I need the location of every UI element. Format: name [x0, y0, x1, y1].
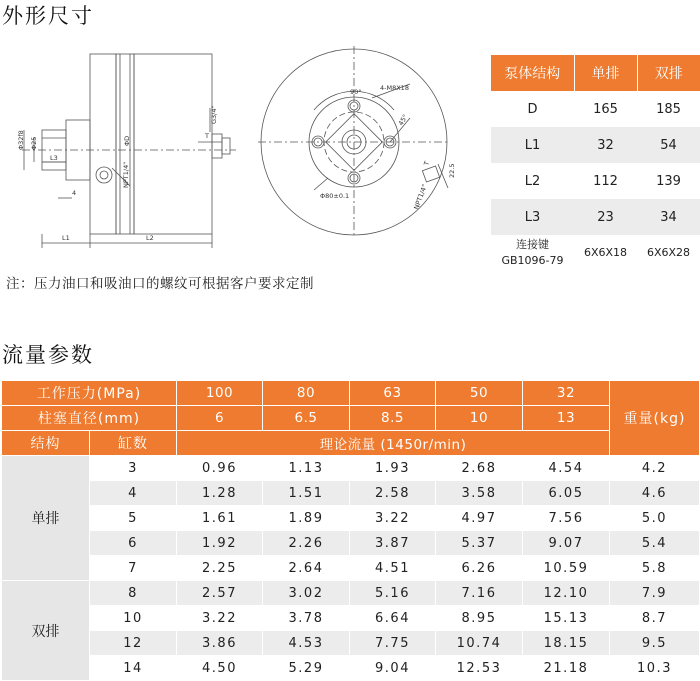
dims-key-label [491, 235, 574, 271]
label-npt: NPT1/4" [122, 161, 130, 188]
cylinder-count: 14 [90, 656, 177, 681]
cylinder-count: 6 [90, 531, 177, 556]
table-row [2, 656, 700, 681]
label-t: T [205, 132, 209, 140]
cylinder-count: 7 [90, 556, 177, 581]
flow-value: 1.13 [263, 456, 350, 481]
body-rear [134, 54, 212, 234]
label-90deg: 90° [350, 88, 362, 96]
table-row [2, 531, 700, 556]
flow-value: 7.56 [523, 506, 610, 531]
dims-key-label-line1: 连接键 [516, 238, 549, 251]
dims-header-structure: 泵体结构 [491, 55, 574, 91]
label-g: G3/4" [210, 105, 218, 124]
pressure-value: 50 [436, 381, 523, 406]
flow-value: 9.04 [350, 656, 436, 681]
dims-label: L2 [524, 173, 541, 189]
weight-value: 4.2 [610, 456, 700, 481]
cylinder-count: 3 [90, 456, 177, 481]
dims-header-single: 单排 [574, 55, 637, 91]
flow-value: 2.57 [177, 581, 263, 606]
flow-heading: 流量参数 [2, 343, 94, 367]
flow-value: 4.53 [263, 631, 350, 656]
dimensions-heading: 外形尺寸 [2, 4, 94, 28]
table-row [2, 606, 700, 631]
flow-value: 7.75 [350, 631, 436, 656]
weight-value: 9.5 [610, 631, 700, 656]
flow-value: 5.16 [350, 581, 436, 606]
flow-value: 6.26 [436, 556, 523, 581]
flow-value: 15.13 [523, 606, 610, 631]
label-npt2: NPT1/4" [412, 183, 429, 211]
flow-parameters-table [1, 380, 700, 681]
flow-subheader-row [2, 431, 700, 456]
flow-value: 3.02 [263, 581, 350, 606]
flow-value: 12.10 [523, 581, 610, 606]
dims-key-double: 6X6X28 [646, 246, 691, 259]
table-row [2, 456, 700, 481]
customization-note: 注：压力油口和吸油口的螺纹可根据客户要求定制 [6, 276, 314, 292]
dims-value: 139 [656, 173, 681, 189]
dims-header-double: 双排 [637, 55, 700, 91]
diameter-value: 6 [177, 406, 263, 431]
pump-outline-drawing [0, 38, 470, 263]
weight-value: 5.0 [610, 506, 700, 531]
dims-row [491, 199, 700, 235]
diameter-value: 6.5 [263, 406, 350, 431]
flow-value: 3.58 [436, 481, 523, 506]
dims-value: 23 [574, 199, 637, 235]
diameter-value: 8.5 [350, 406, 436, 431]
label-l3: L3 [50, 154, 58, 162]
cylinder-header: 缸数 [90, 431, 177, 456]
label-phi-key: Φ25 [30, 136, 38, 150]
pressure-value: 100 [177, 381, 263, 406]
table-row [2, 581, 700, 606]
weight-header: 重量(kg) [610, 381, 700, 456]
flow-header: 理论流量 (1450r/min) [177, 431, 610, 456]
dims-label: L3 [491, 199, 574, 235]
flow-value: 10.59 [523, 556, 610, 581]
diameter-row [2, 406, 700, 431]
flow-value: 12.53 [436, 656, 523, 681]
dims-value: 32 [574, 127, 637, 163]
flow-value: 3.22 [177, 606, 263, 631]
flow-value: 4.51 [350, 556, 436, 581]
dimensions-table [491, 55, 700, 271]
flow-value: 5.37 [436, 531, 523, 556]
body-front [90, 54, 116, 234]
dims-key-single: 6X6X18 [583, 246, 628, 259]
flow-value: 2.64 [263, 556, 350, 581]
diameter-label: 柱塞直径(mm) [2, 406, 177, 431]
group-label-single: 单排 [2, 456, 90, 581]
pressure-value: 63 [350, 381, 436, 406]
inlet-port [96, 167, 112, 183]
label-pcd: Φ80±0.1 [320, 192, 350, 200]
dims-key-label-line2: GB1096-79 [501, 254, 564, 267]
dims-row [491, 127, 700, 163]
flow-value: 3.87 [350, 531, 436, 556]
label-dim22: 22.5 [448, 163, 456, 178]
dims-value: 34 [637, 199, 700, 235]
flow-value: 2.68 [436, 456, 523, 481]
cylinder-count: 8 [90, 581, 177, 606]
flow-value: 1.93 [350, 456, 436, 481]
label-l1: L1 [62, 234, 70, 242]
flow-value: 0.96 [177, 456, 263, 481]
flow-value: 2.58 [350, 481, 436, 506]
weight-value: 10.3 [610, 656, 700, 681]
flow-value: 1.28 [177, 481, 263, 506]
dims-value: 112 [593, 173, 618, 189]
flow-value: 3.78 [263, 606, 350, 631]
label-l2: L2 [146, 234, 154, 242]
flow-value: 3.86 [177, 631, 263, 656]
dims-label: D [527, 101, 538, 117]
flow-value: 4.97 [436, 506, 523, 531]
table-row [2, 481, 700, 506]
flow-value: 4.50 [177, 656, 263, 681]
flow-value: 4.54 [523, 456, 610, 481]
flow-value: 18.15 [523, 631, 610, 656]
flow-value: 1.92 [177, 531, 263, 556]
dims-row [491, 91, 700, 127]
pressure-value: 80 [263, 381, 350, 406]
flow-value: 2.25 [177, 556, 263, 581]
dims-row [491, 163, 700, 199]
flow-value: 1.51 [263, 481, 350, 506]
weight-value: 7.9 [610, 581, 700, 606]
flow-value: 3.22 [350, 506, 436, 531]
table-row [2, 556, 700, 581]
label-phi-shaft: Φ32f8 [17, 130, 25, 150]
label-t2: T [422, 160, 432, 167]
cylinder-count: 5 [90, 506, 177, 531]
flow-value: 2.26 [263, 531, 350, 556]
diameter-value: 13 [523, 406, 610, 431]
pressure-label: 工作压力(MPa) [2, 381, 177, 406]
flow-value: 9.07 [523, 531, 610, 556]
weight-value: 8.7 [610, 606, 700, 631]
dims-value: 54 [637, 127, 700, 163]
dims-header-row [491, 55, 700, 91]
flow-value: 10.74 [436, 631, 523, 656]
pressure-row [2, 381, 700, 406]
flow-value: 6.64 [350, 606, 436, 631]
cylinder-count: 4 [90, 481, 177, 506]
weight-value: 4.6 [610, 481, 700, 506]
diameter-value: 10 [436, 406, 523, 431]
label-bolts: 4-M8X18 [380, 84, 409, 92]
weight-value: 5.4 [610, 531, 700, 556]
label-dim4: 4 [72, 189, 77, 197]
table-row [2, 631, 700, 656]
flow-value: 1.89 [263, 506, 350, 531]
dims-value: 165 [593, 101, 618, 117]
cylinder-count: 10 [90, 606, 177, 631]
pressure-value: 32 [523, 381, 610, 406]
cylinder-count: 12 [90, 631, 177, 656]
table-row [2, 506, 700, 531]
flow-value: 21.18 [523, 656, 610, 681]
flow-value: 5.29 [263, 656, 350, 681]
flow-value: 8.95 [436, 606, 523, 631]
label-45deg: 45° [396, 113, 410, 127]
group-label-double: 双排 [2, 581, 90, 681]
structure-header: 结构 [2, 431, 90, 456]
dims-key-row [491, 235, 700, 271]
flow-value: 7.16 [436, 581, 523, 606]
label-phi-d: ΦD [123, 135, 131, 146]
weight-value: 5.8 [610, 556, 700, 581]
flow-value: 6.05 [523, 481, 610, 506]
flow-value: 1.61 [177, 506, 263, 531]
dims-label: L1 [491, 127, 574, 163]
dims-value: 185 [656, 101, 681, 117]
